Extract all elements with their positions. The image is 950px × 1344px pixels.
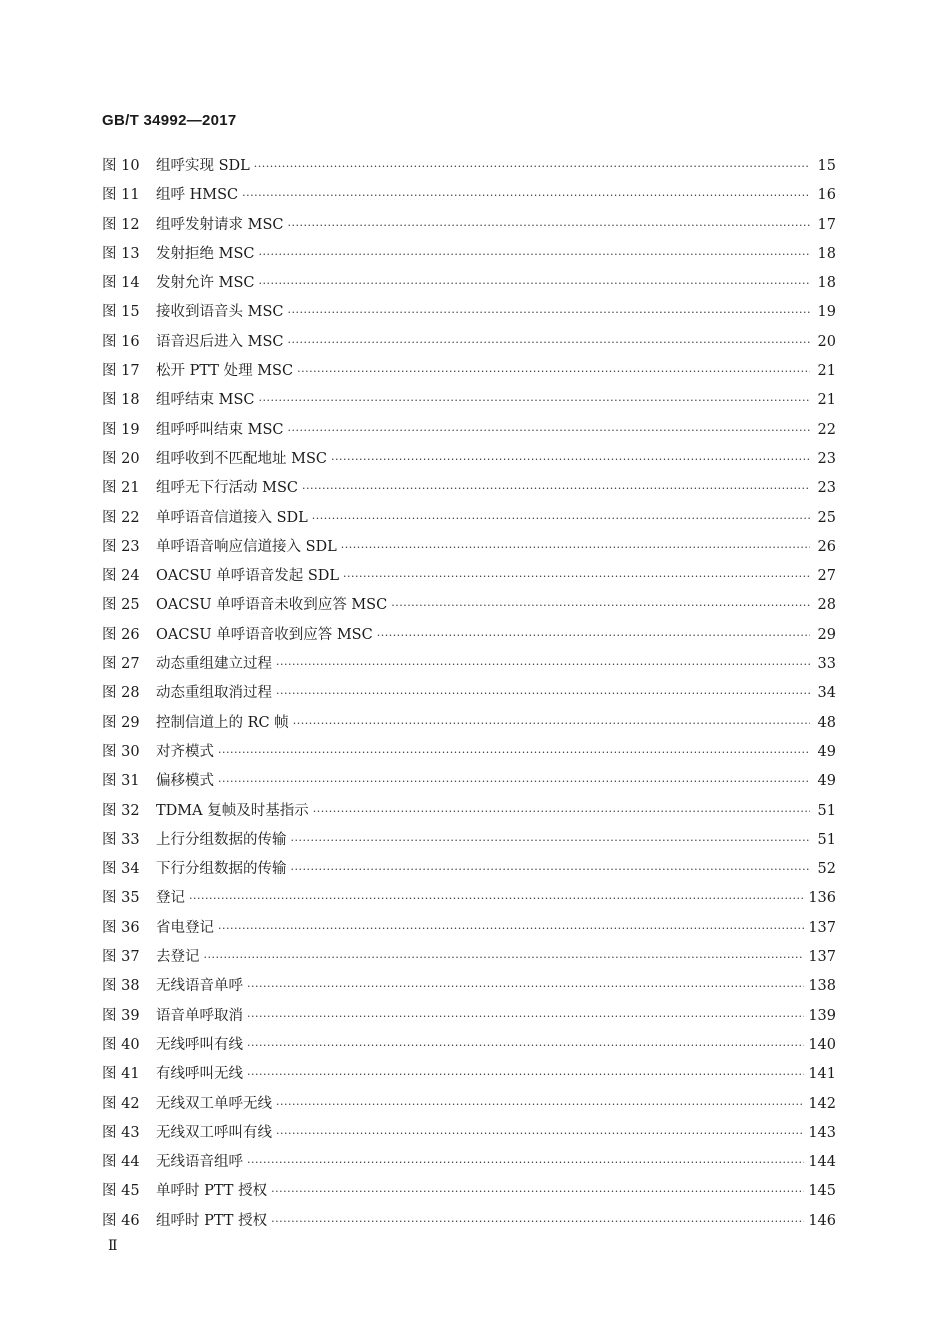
page-ref: 25: [817, 509, 836, 526]
page-ref: 34: [817, 685, 836, 702]
toc-entry[interactable]: [102, 562, 836, 591]
figure-title: 语音迟后进入 MSC: [156, 333, 284, 350]
figure-title: 组呼无下行活动 MSC: [156, 480, 298, 497]
page-ref: 19: [817, 304, 836, 321]
figure-title: 下行分组数据的传输: [156, 861, 287, 878]
page-ref: 48: [817, 714, 836, 731]
figure-title: 组呼呼叫结束 MSC: [156, 421, 284, 438]
figure-number: 图 20: [102, 450, 140, 467]
page-ref: 21: [817, 363, 836, 380]
figure-number: 图 44: [102, 1154, 140, 1171]
dot-leader: [276, 1119, 804, 1148]
page-ref: 52: [817, 861, 836, 878]
toc-entry[interactable]: [102, 152, 836, 181]
figure-title: 无线语音组呼: [156, 1154, 243, 1171]
figure-number: 图 21: [102, 480, 140, 497]
figure-title: 松开 PTT 处理 MSC: [156, 363, 294, 380]
toc-entry[interactable]: [102, 357, 836, 386]
dot-leader: [313, 797, 810, 826]
figure-title: OACSU 单呼语音收到应答 MSC: [156, 626, 373, 643]
toc-entry[interactable]: [102, 1060, 836, 1089]
figure-number: 图 14: [102, 275, 140, 292]
toc-entry[interactable]: [102, 709, 836, 738]
page-ref: 144: [808, 1154, 836, 1171]
dot-leader: [276, 650, 810, 679]
figure-number: 图 18: [102, 392, 140, 409]
toc-entry[interactable]: [102, 474, 836, 503]
dot-leader: [391, 591, 810, 620]
figure-number: 图 45: [102, 1183, 140, 1200]
figure-title: 语音单呼取消: [156, 1007, 243, 1024]
figure-title: 有线呼叫无线: [156, 1066, 243, 1083]
figure-title: 组呼实现 SDL: [156, 158, 250, 174]
toc-entry[interactable]: [102, 1090, 836, 1119]
dot-leader: [254, 152, 810, 181]
toc-entry[interactable]: [102, 1207, 836, 1236]
figure-title: 省电登记: [156, 919, 214, 936]
figure-title: 组呼时 PTT 授权: [156, 1212, 268, 1229]
figure-title: 登记: [156, 890, 185, 907]
page-ref: 15: [817, 158, 836, 174]
toc-entry[interactable]: [102, 914, 836, 943]
dot-leader: [189, 884, 804, 913]
figure-number: 图 30: [102, 743, 140, 760]
figure-title: OACSU 单呼语音未收到应答 MSC: [156, 597, 388, 614]
figure-number: 图 16: [102, 333, 140, 350]
toc-entry[interactable]: [102, 269, 836, 298]
dot-leader: [343, 562, 810, 591]
page-ref: 51: [817, 802, 836, 819]
toc-entry[interactable]: [102, 211, 836, 240]
dot-leader: [341, 533, 810, 562]
figure-number: 图 28: [102, 685, 140, 702]
dot-leader: [271, 1207, 804, 1236]
dot-leader: [247, 972, 804, 1001]
figure-title: 发射允许 MSC: [156, 275, 255, 292]
dot-leader: [297, 357, 810, 386]
figure-number: 图 13: [102, 245, 140, 262]
figure-title: TDMA 复帧及时基指示: [156, 802, 309, 819]
toc-entry[interactable]: [102, 416, 836, 445]
toc-entry[interactable]: [102, 533, 836, 562]
toc-entry[interactable]: [102, 972, 836, 1001]
figure-number: 图 33: [102, 831, 140, 848]
page-ref: 22: [817, 421, 836, 438]
figure-title: 动态重组建立过程: [156, 656, 272, 673]
toc-entry[interactable]: [102, 181, 836, 210]
figure-number: 图 19: [102, 421, 140, 438]
page-ref: 23: [817, 480, 836, 497]
dot-leader: [258, 386, 810, 415]
dot-leader: [331, 445, 810, 474]
figure-number: 图 23: [102, 538, 140, 555]
dot-leader: [218, 914, 804, 943]
figure-number: 图 26: [102, 626, 140, 643]
dot-leader: [302, 474, 810, 503]
toc-entry[interactable]: [102, 298, 836, 327]
figure-title: 组呼 HMSC: [156, 187, 239, 204]
figure-number: 图 17: [102, 363, 140, 380]
toc-entry[interactable]: [102, 1119, 836, 1148]
page-ref: 137: [808, 949, 836, 966]
figure-number: 图 25: [102, 597, 140, 614]
page-ref: 49: [817, 743, 836, 760]
figure-title: 无线双工呼叫有线: [156, 1124, 272, 1141]
toc-entry[interactable]: [102, 445, 836, 474]
figure-title: 无线语音单呼: [156, 978, 243, 995]
page-ref: 139: [808, 1007, 836, 1024]
dot-leader: [287, 328, 810, 357]
figure-number: 图 32: [102, 802, 140, 819]
page-ref: 21: [817, 392, 836, 409]
dot-leader: [287, 298, 810, 327]
dot-leader: [291, 826, 811, 855]
page-ref: 140: [808, 1036, 836, 1053]
page-ref: 142: [808, 1095, 836, 1112]
dot-leader: [293, 709, 810, 738]
figure-title: 组呼发射请求 MSC: [156, 216, 284, 233]
toc-entry[interactable]: [102, 621, 836, 650]
page-ref: 137: [808, 919, 836, 936]
figure-number: 图 15: [102, 304, 140, 321]
dot-leader: [218, 767, 810, 796]
dot-leader: [204, 943, 805, 972]
toc-entry[interactable]: [102, 1177, 836, 1206]
standard-number: GB/T 34992—2017: [102, 112, 237, 129]
page-ref: 16: [817, 187, 836, 204]
page-ref: 33: [817, 656, 836, 673]
toc-entry[interactable]: [102, 1002, 836, 1031]
figure-title: OACSU 单呼语音发起 SDL: [156, 568, 340, 585]
figure-title: 上行分组数据的传输: [156, 831, 287, 848]
dot-leader: [377, 621, 810, 650]
figure-number: 图 34: [102, 861, 140, 878]
page-ref: 138: [808, 978, 836, 995]
figure-title: 偏移模式: [156, 773, 214, 790]
figure-number: 图 35: [102, 890, 140, 907]
figure-number: 图 37: [102, 949, 140, 966]
figure-title: 无线双工单呼无线: [156, 1095, 272, 1112]
figure-number: 图 10: [102, 158, 140, 174]
page-ref: 28: [817, 597, 836, 614]
toc-entry[interactable]: [102, 943, 836, 972]
figure-number: 图 46: [102, 1212, 140, 1229]
toc-entry[interactable]: [102, 738, 836, 767]
figure-number: 图 36: [102, 919, 140, 936]
dot-leader: [271, 1177, 804, 1206]
dot-leader: [218, 738, 810, 767]
figure-title: 组呼结束 MSC: [156, 392, 255, 409]
page-ref: 26: [817, 538, 836, 555]
toc-entry[interactable]: [102, 386, 836, 415]
figure-number: 图 41: [102, 1066, 140, 1083]
page-number: Ⅱ: [108, 1238, 118, 1254]
figure-number: 图 22: [102, 509, 140, 526]
figure-number: 图 42: [102, 1095, 140, 1112]
page-ref: 51: [817, 831, 836, 848]
figure-number: 图 40: [102, 1036, 140, 1053]
page-ref: 20: [817, 333, 836, 350]
figure-list: [102, 152, 836, 1236]
dot-leader: [276, 679, 810, 708]
figure-number: 图 27: [102, 656, 140, 673]
dot-leader: [312, 504, 810, 533]
toc-entry[interactable]: [102, 650, 836, 679]
figure-number: 图 38: [102, 978, 140, 995]
toc-entry[interactable]: [102, 1031, 836, 1060]
toc-entry[interactable]: [102, 1148, 836, 1177]
page-ref: 145: [808, 1183, 836, 1200]
figure-title: 接收到语音头 MSC: [156, 304, 284, 321]
figure-title: 组呼收到不匹配地址 MSC: [156, 450, 327, 467]
figure-title: 控制信道上的 RC 帧: [156, 714, 289, 731]
figure-title: 对齐模式: [156, 743, 214, 760]
dot-leader: [287, 416, 810, 445]
dot-leader: [247, 1002, 804, 1031]
toc-entry[interactable]: [102, 884, 836, 913]
page-ref: 17: [817, 216, 836, 233]
dot-leader: [247, 1148, 804, 1177]
toc-entry[interactable]: [102, 504, 836, 533]
figure-title: 单呼语音信道接入 SDL: [156, 509, 308, 526]
page-ref: 29: [817, 626, 836, 643]
toc-entry[interactable]: [102, 591, 836, 620]
figure-title: 单呼时 PTT 授权: [156, 1183, 268, 1200]
dot-leader: [258, 269, 810, 298]
toc-entry[interactable]: [102, 767, 836, 796]
figure-number: 图 39: [102, 1007, 140, 1024]
figure-number: 图 24: [102, 568, 140, 585]
figure-number: 图 11: [102, 187, 140, 204]
figure-number: 图 31: [102, 773, 140, 790]
page-ref: 18: [817, 275, 836, 292]
figure-number: 图 29: [102, 714, 140, 731]
page-ref: 23: [817, 450, 836, 467]
figure-title: 发射拒绝 MSC: [156, 245, 255, 262]
toc-entry[interactable]: [102, 679, 836, 708]
page-ref: 49: [817, 773, 836, 790]
toc-entry[interactable]: [102, 855, 836, 884]
toc-entry[interactable]: [102, 797, 836, 826]
figure-number: 图 43: [102, 1124, 140, 1141]
toc-entry[interactable]: [102, 826, 836, 855]
dot-leader: [276, 1090, 804, 1119]
page-ref: 27: [817, 568, 836, 585]
toc-entry[interactable]: [102, 328, 836, 357]
page-ref: 143: [808, 1124, 836, 1141]
page-ref: 18: [817, 245, 836, 262]
page-ref: 136: [808, 890, 836, 907]
toc-entry[interactable]: [102, 240, 836, 269]
figure-title: 去登记: [156, 949, 200, 966]
dot-leader: [287, 211, 810, 240]
page-ref: 141: [808, 1066, 836, 1083]
figure-title: 单呼语音响应信道接入 SDL: [156, 538, 337, 555]
dot-leader: [247, 1031, 804, 1060]
figure-title: 无线呼叫有线: [156, 1036, 243, 1053]
page-ref: 146: [808, 1212, 836, 1229]
dot-leader: [242, 181, 810, 210]
dot-leader: [258, 240, 810, 269]
dot-leader: [291, 855, 811, 884]
figure-number: 图 12: [102, 216, 140, 233]
figure-title: 动态重组取消过程: [156, 685, 272, 702]
dot-leader: [247, 1060, 804, 1089]
